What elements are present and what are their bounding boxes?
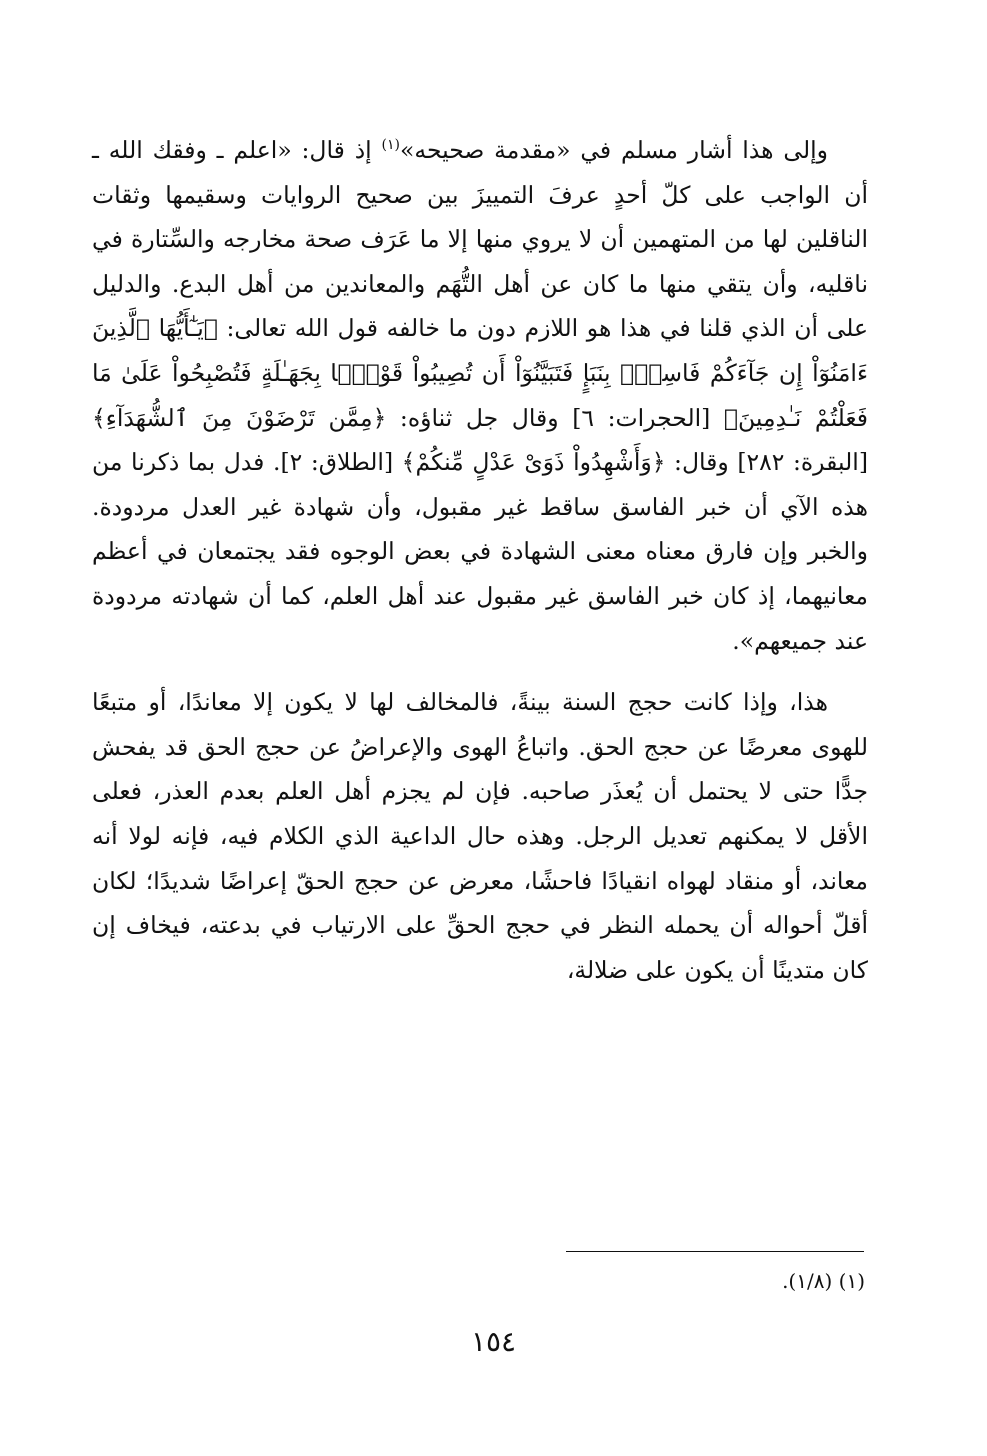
paragraph-2: هذا، وإذا كانت حجج السنة بينةً، فالمخالف لها لا يكون إلا معاندًا، أو متبعًا للهوى معرضًا عن حجج الحق. واتباعُ الهوى والإعراضُ عن حجج الحق قد يفحش جدًّا حتى لا يحتمل أن يُعذَر صاحبه. فإن لم يجزم أهل العلم بعدم العذر، فعلى الأقل لا يمكنهم تعديل الرجل. وهذه حال الداعية الذي الكلام فيه، فإنه لولا أنه معاند، أو منقاد لهواه انقيادًا فاحشًا، معرض عن حجج الحقّ إعراضًا شديدًا؛ لكان أقلّ أحواله أن يحمله النظر في حجج الحقِّ على الارتياب في بدعته، فيخاف إن كان متدينًا أن يكون على ضلالة، <box>92 688 868 984</box>
footnote-separator <box>566 1251 864 1252</box>
paragraph-1 <box>92 128 868 663</box>
page-body <box>92 128 868 992</box>
footnote-reference[interactable]: (١) <box>381 137 400 154</box>
page-number: ١٥٤ <box>470 1325 517 1358</box>
paragraph-1-text-end: إذ قال: «اعلم ـ وفقك الله ـ أن الواجب على كلّ أحدٍ عرفَ التمييزَ بين صحيح الروايات وسقيمها وثقات الناقلين لها من المتهمين أن لا يروي منها إلا ما عَرَف صحة مخارجه والسِّتارة في ناقليه، وأن يتقي منها ما كان عن أهل التُّهَم والمعاندين من أهل البدع. والدليل على أن الذي قلنا في هذا هو اللازم دون ما خالفه قول الله تعالى: ﴿يَـٰٓأَيُّهَا ٱلَّذِينَ ءَامَنُوٓاْ إِن جَآءَكُمْ فَاسِقٌۢ بِنَبَإٍ فَتَبَيَّنُوٓاْ أَن تُصِيبُواْ قَوْمًۢا بِجَهَـٰلَةٍ فَتُصْبِحُواْ عَلَىٰ مَا فَعَلْتُمْ نَـٰدِمِينَ﴾ [الحجرات: ٦] وقال جل ثناؤه: ﴿مِمَّن تَرْضَوْنَ مِنَ ٱلشُّهَدَآءِ﴾ [البقرة: ٢٨٢] وقال: ﴿وَأَشْهِدُواْ ذَوَىْ عَدْلٍ مِّنكُمْ﴾ [الطلاق: ٢]. فدل بما ذكرنا من هذه الآي أن خبر الفاسق ساقط غير مقبول، وأن شهادة غير العدل مردودة. والخبر وإن فارق معناه معنى الشهادة في بعض الوجوه فقد يجتمعان في أعظم معانيهما، إذ كان خبر الفاسق غير مقبول عند أهل العلم، كما أن شهادته مردودة عند جميعهم». <box>92 136 869 655</box>
paragraph-1-text-start: وإلى هذا أشار مسلم في «مقدمة صحيحه» <box>399 136 828 164</box>
footnote: (١) (١/٨). <box>782 1269 865 1293</box>
